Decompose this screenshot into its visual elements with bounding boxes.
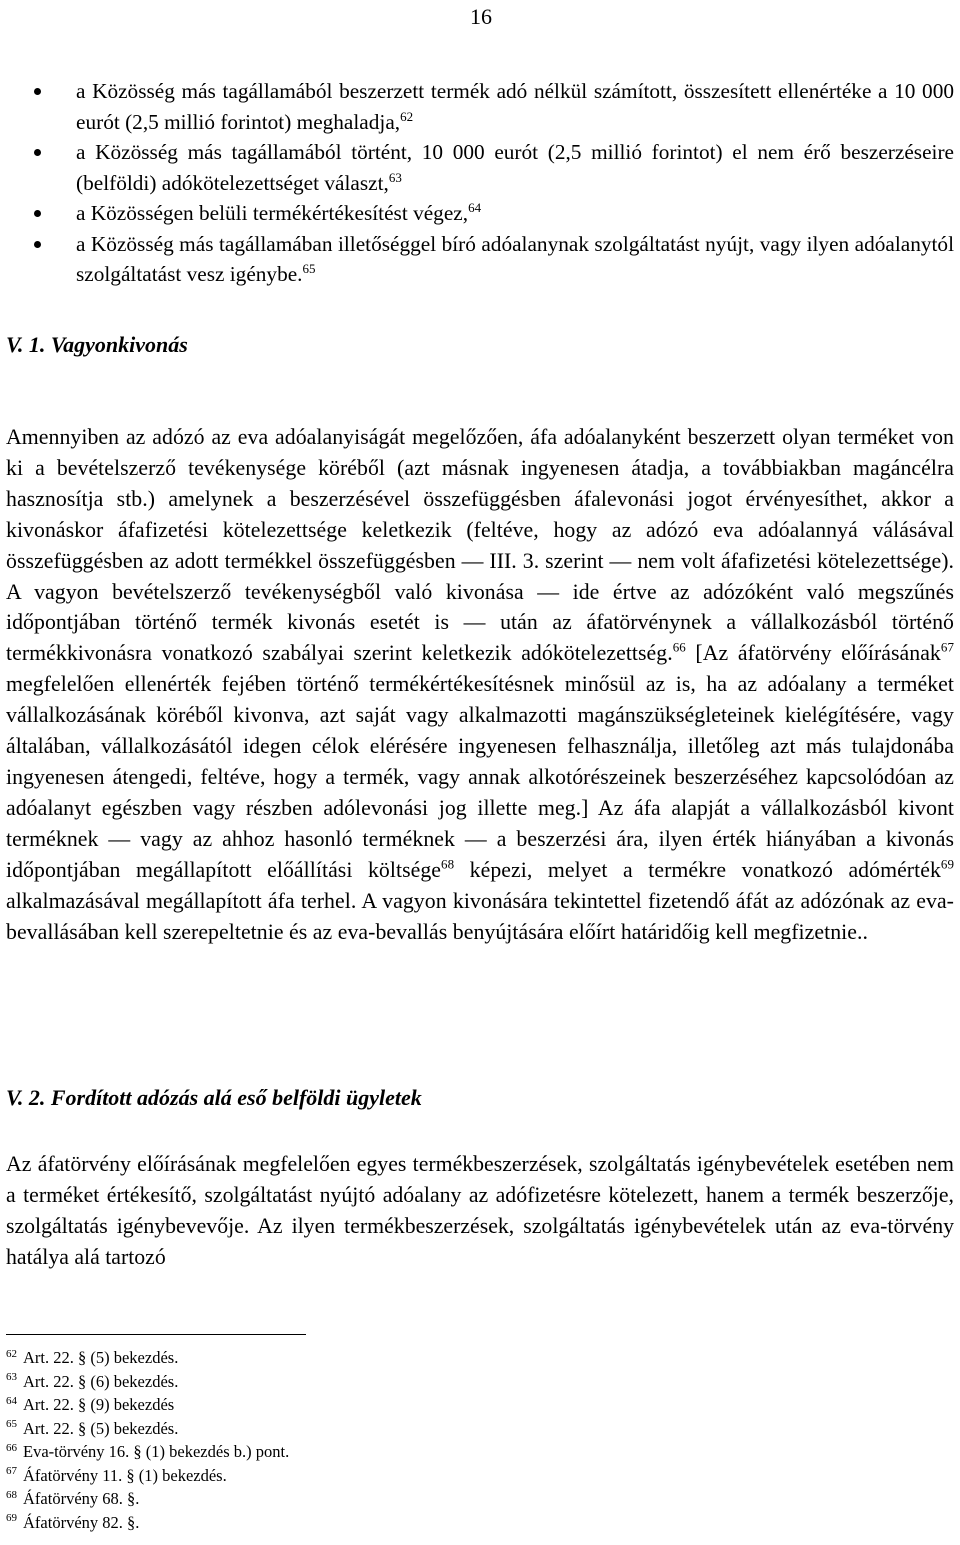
footnote-text: Art. 22. § (5) bekezdés.: [23, 1348, 179, 1367]
bullet-text: a Közösség más tagállamában illetőséggel bíró adóalanynak szolgáltatást nyújt, vagy ilyen adóalanytól szolgáltatást vesz igénybe.: [76, 231, 954, 286]
section-body: Az áfatörvény előírásának megfelelően egyes termékbeszerzések, szolgáltatás igénybevételek esetében nem a terméket értékesítő, szolgáltatást nyújtó adóalany az adófizetésre kötelezett, hanem a termék beszerzője, szolgáltatás igénybevevője. Az ilyen termékbeszerzések, szolgáltatás igénybevételek után az eva-törvény hatálya alá tartozó: [6, 1152, 954, 1269]
footnote-number: 68: [6, 1488, 17, 1501]
page-number: 16: [470, 4, 492, 29]
footnote-text: Áfatörvény 68. §.: [23, 1489, 140, 1508]
footnote-text: Art. 22. § (5) bekezdés.: [23, 1418, 179, 1438]
footnote-text: Art. 22. § (9) bekezdés: [23, 1395, 175, 1414]
bullet-icon: [34, 241, 41, 248]
body-text: képezi, melyet a termékre vonatkozó adómérték: [454, 857, 941, 882]
footnote-ref: 62: [400, 108, 414, 124]
footnote-text: Áfatörvény 11. § (1) bekezdés.: [23, 1465, 227, 1485]
footnote-ref: 68: [441, 856, 455, 872]
footnote: [6, 1417, 289, 1441]
footnote: [6, 1370, 289, 1394]
footnote-number: 69: [6, 1512, 17, 1524]
bullet-icon: [34, 210, 41, 217]
footnote-list: [6, 1346, 289, 1534]
footnote-number: 63: [6, 1371, 17, 1383]
bullet-text: a Közösség más tagállamából beszerzett termék adó nélkül számított, összesített ellenértéke a 10 000 eurót (2,5 millió forintot) meghaladja,: [76, 79, 954, 134]
section-body: [6, 422, 954, 947]
list-item: [76, 137, 954, 198]
footnote-ref: 67: [940, 640, 954, 656]
section-title: Vagyonkivonás: [50, 332, 188, 357]
bullet-icon: [34, 88, 41, 95]
list-item: [76, 229, 954, 290]
footnote-text: Áfatörvény 82. §.: [23, 1512, 140, 1532]
footnote: [6, 1511, 289, 1535]
bullet-list: [76, 76, 954, 290]
footnote-text: Eva-törvény 16. § (1) bekezdés b.) pont.: [23, 1442, 290, 1461]
bullet-text: a Közösség más tagállamából történt, 10 000 eurót (2,5 millió forintot) el nem érő beszerzéseire (belföldi) adókötelezettséget választ,: [76, 140, 954, 195]
list-item: [76, 76, 954, 137]
body-text: [Az áfatörvény előírásának: [685, 641, 941, 666]
body-text: megfelelően ellenérték fejében történő termékértékesítésnek minősül az is, ha az adóalany a terméket vállalkozásának köréből kivonva, azt saját vagy alkalmazotti magánszükségleteinek kielégítésére, vagy általában, vállalkozásától idegen célok elérésére ingyenesen felhasználja, illetőleg azt más tulajdonába ingyenesen átengedi, feltéve, hogy a termék, vagy annak alkotórészeinek beszerzéséhez kapcsolódóan az adóalanyt egészben vagy részben adólevonási jog illette meg.] Az áfa alapját a vállalkozásból kivont terméknek — vagy az ahhoz hasonló terméknek — a beszerzési ára, ilyen érték hiányában a kivonás időpontjában megállapított előállítási költsége: [6, 672, 954, 882]
footnote-number: 67: [6, 1465, 17, 1477]
section-number: V. 2.: [6, 1085, 46, 1110]
section-heading-vagyonkivonas: [6, 332, 188, 358]
footnote-separator: [6, 1334, 306, 1335]
bullet-text: a Közösségen belüli termékértékesítést végez,: [76, 201, 469, 225]
footnote-number: 64: [6, 1394, 17, 1407]
footnote-ref: 69: [940, 856, 955, 872]
section-heading-forditott-adozas: [6, 1085, 422, 1111]
footnote-number: 65: [6, 1418, 17, 1430]
footnote: [6, 1346, 289, 1370]
footnote-ref: 65: [302, 260, 316, 276]
footnote: [6, 1464, 289, 1488]
section-title: Fordított adózás alá eső belföldi ügyletek: [50, 1085, 422, 1110]
footnote: [6, 1440, 289, 1464]
footnote: [6, 1393, 289, 1417]
footnote-ref: 64: [468, 199, 482, 215]
footnote-ref: 63: [388, 169, 402, 185]
list-item: [76, 198, 954, 229]
footnote: [6, 1487, 289, 1511]
footnote-number: 62: [6, 1347, 17, 1360]
footnote-ref: 66: [672, 640, 686, 656]
body-text: alkalmazásával megállapított áfa terhel. A vagyon kivonására tekintettel fizetendő áfát az adózónak az eva-bevallásában kell szerepeltetnie és az eva-bevallás benyújtására előírt határidőig kell megfizetnie..: [6, 888, 954, 944]
footnote-number: 66: [6, 1441, 17, 1454]
footnote-text: Art. 22. § (6) bekezdés.: [23, 1371, 179, 1391]
bullet-icon: [34, 149, 41, 156]
body-text: Amennyiben az adózó az eva adóalanyiságát megelőzően, áfa adóalanyként beszerzett olyan terméket von ki a bevételszerző tevékenysége köréből (azt másnak ingyenesen átadja, a továbbiakban magáncélra hasznosítja stb.) amelynek a beszerzésével összefüggésben áfalevonási jogot érvényesíthet, akkor a kivonáskor áfafizetési kötelezettsége keletkezik (feltéve, hogy az adózó eva adóalannyá válásával összefüggésben az adott termékkel összefüggésben — III. 3. szerint — nem volt áfafizetési kötelezettsége). A vagyon bevételszerző tevékenységből való kivonása — ide értve az adózóként való megszűnés időpontjában történő termék kivonás esetét is — után az áfatörvénynek a vállalkozásból történő termékkivonásra vonatkozó szabályai szerint keletkezik adókötelezettség.: [6, 425, 954, 666]
section-number: V. 1.: [6, 332, 46, 357]
